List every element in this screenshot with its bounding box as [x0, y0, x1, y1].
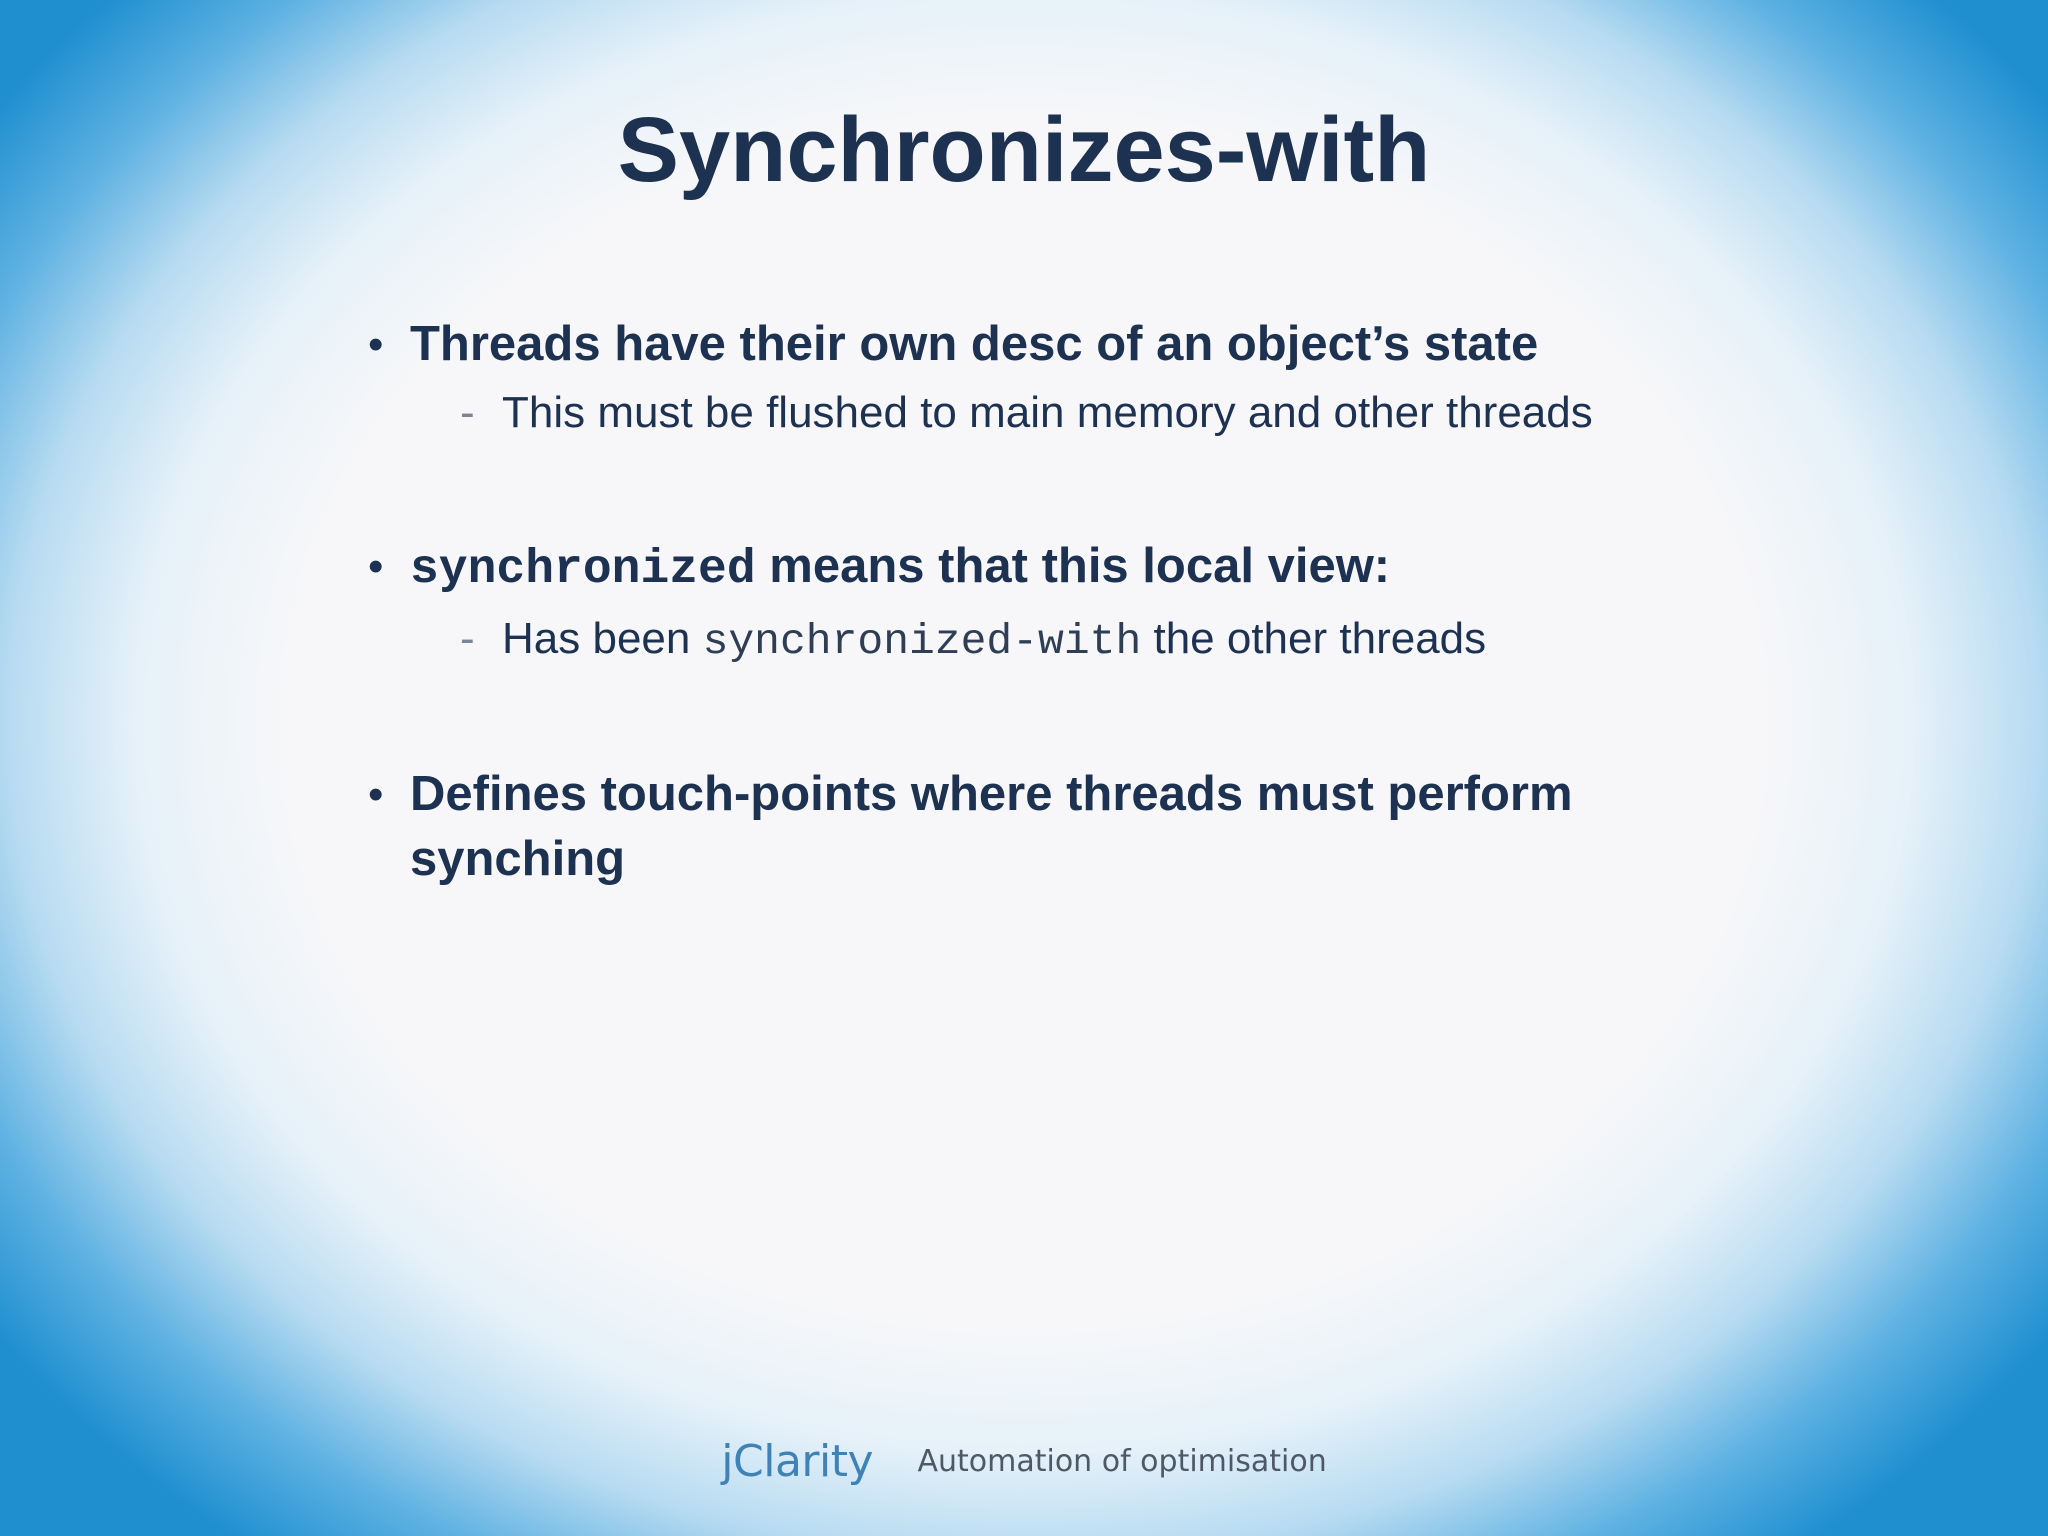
bullet-2-subitem-after: the other threads	[1141, 614, 1487, 663]
bullet-marker: •	[368, 770, 384, 819]
bullet-marker: •	[368, 542, 384, 591]
bullet-1	[368, 312, 1688, 443]
bullet-3-row	[368, 762, 1688, 892]
bullet-3	[368, 762, 1688, 892]
bullet-2-subitem	[368, 609, 1688, 672]
slide-title: Synchronizes-with	[617, 99, 1431, 201]
bullet-1-row	[368, 312, 1688, 377]
jclarity-logo: jClarity	[721, 1436, 874, 1487]
bullet-2-code: synchronized	[410, 543, 756, 597]
bullet-1-text: Threads have their own desc of an object’s state	[410, 317, 1539, 371]
sub-bullet-marker: -	[460, 388, 475, 437]
footer	[0, 1436, 2048, 1487]
sub-bullet-marker: -	[460, 614, 475, 663]
bullet-2-subitem-before: Has been	[502, 614, 703, 663]
bullet-2-row	[368, 534, 1688, 603]
bullet-marker: •	[368, 320, 384, 369]
bullet-1-subitem-text: This must be flushed to main memory and other threads	[502, 388, 1593, 437]
bullet-2-subitem-code: synchronized-with	[702, 617, 1142, 666]
bullet-1-subitem	[368, 383, 1688, 443]
bullet-3-text: Defines touch-points where threads must perform synching	[410, 767, 1573, 886]
footer-tagline: Automation of optimisation	[917, 1444, 1327, 1479]
bullet-2	[368, 534, 1688, 672]
bullet-2-text: means that this local view:	[755, 539, 1391, 593]
